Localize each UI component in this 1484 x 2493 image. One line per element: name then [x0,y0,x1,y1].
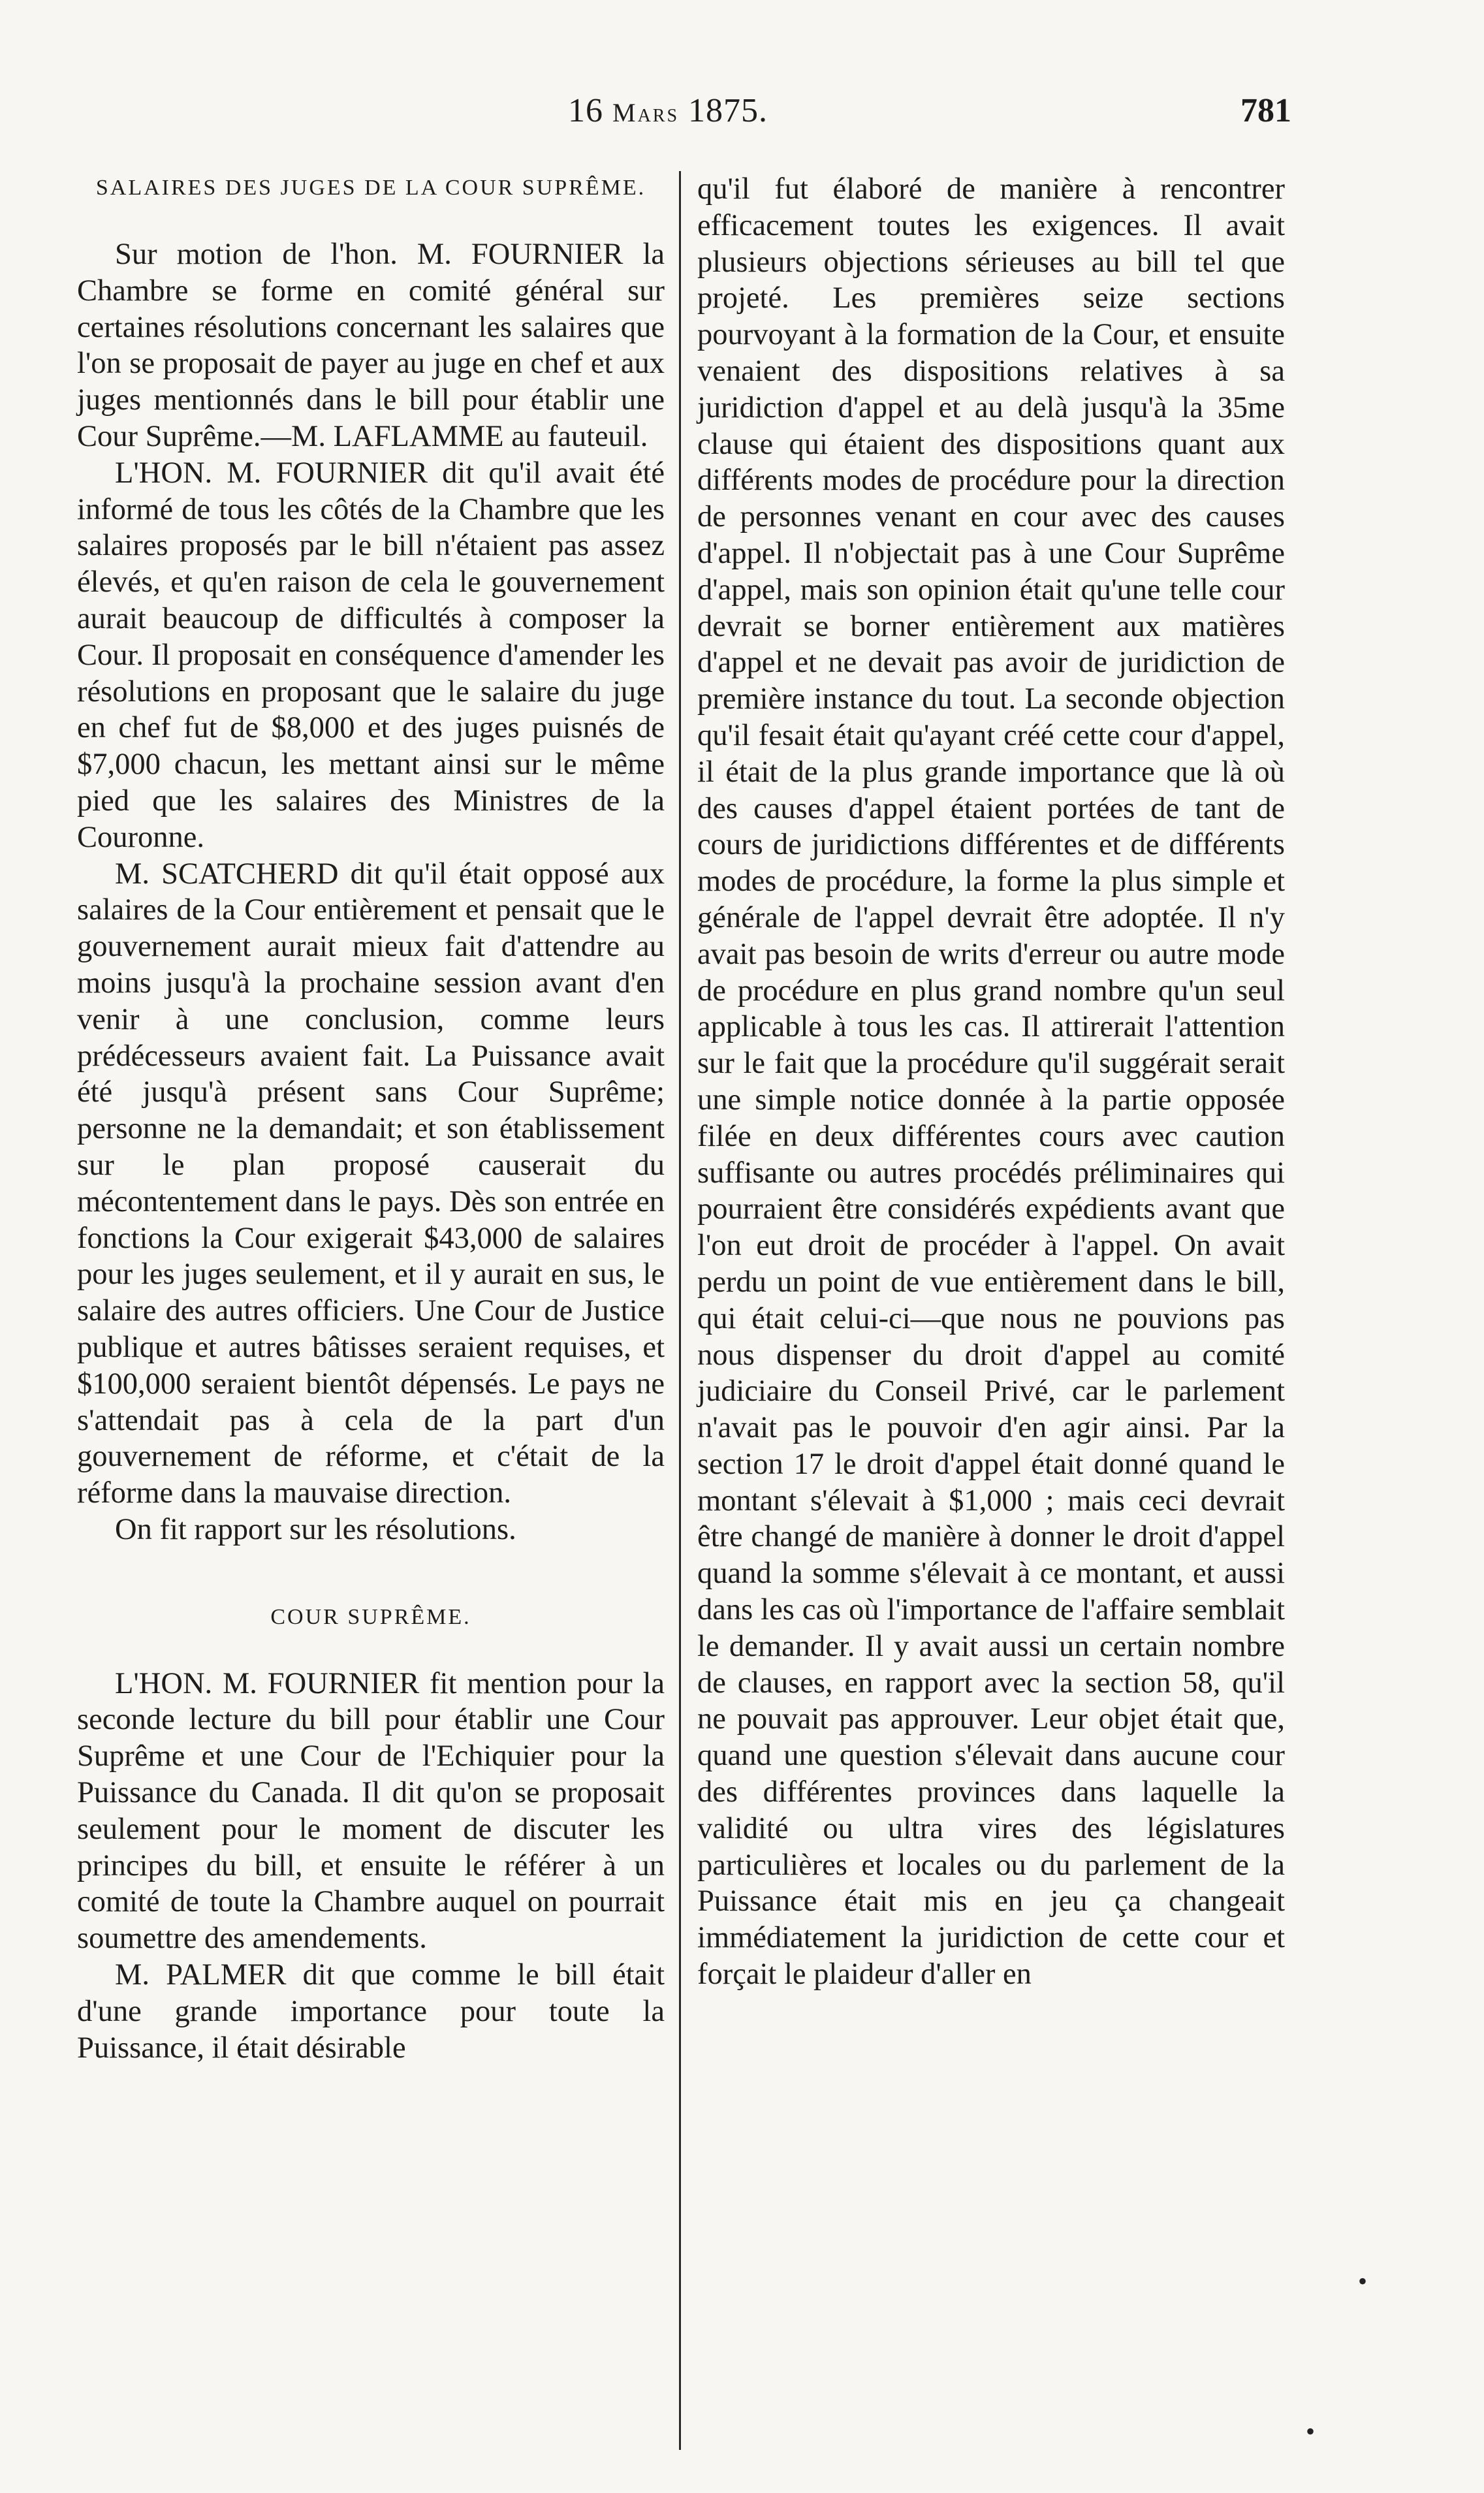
paragraph-seconde-lecture: L'HON. M. FOURNIER fit mention pour la seconde lecture du bill pour établir une Cour Suprême et une Cour de l'Echiquier pour la Puissance du Canada. Il dit qu'on se proposait seulement pour le moment de discuter les principes du bill, et ensuite le référer à un comité de toute la Chambre auquel on pourrait soumettre des amendements. [77,1666,665,1956]
paragraph-rapport: On fit rapport sur les résolutions. [115,1512,516,1546]
date-month: Mars [612,98,680,127]
paragraph-palmer: M. PALMER dit que comme le bill était d'une grande importance pour toute la Puissance, il était désirable [77,1958,665,2065]
right-column [697,171,1285,1993]
section-title-cour-supreme: COUR SUPRÊME. [270,1604,471,1629]
date-year: 1875. [688,92,768,129]
section-title-salaires: SALAIRES DES JUGES DE LA COUR SUPRÊME. [95,176,646,200]
page-header [0,91,1484,144]
page-number: 781 [1240,92,1291,129]
paragraph-fournier-salaires: L'HON. M. FOURNIER dit qu'il avait été informé de tous les côtés de la Chambre que les salaires proposés par le bill n'étaient pas assez élevés, et qu'en raison de cela le gouvernement aurait beaucoup de difficultés à composer la Cour. Il proposait en conséquence d'amender les résolutions en proposant que le salaire du juge en chef fut de $8,000 et des juges puisnés de $7,000 chacun, les mettant ainsi sur le même pied que les salaires des Ministres de la Couronne. [77,456,665,854]
left-column [77,171,665,2066]
date-day: 16 [568,92,603,129]
paragraph-scatcherd: M. SCATCHERD dit qu'il était opposé aux salaires de la Cour entièrement et pensait que le gouvernement aurait mieux fait d'attendre au moins jusqu'à la prochaine session avant d'en venir à une conclusion, comme leurs prédécesseurs avaient fait. La Puissance avait été jusqu'à présent sans Cour Suprême; personne ne la demandait; et son établissement sur le plan proposé causerait du mécontentement dans le pays. Dès son entrée en fonctions la Cour exigerait $43,000 de salaires pour les juges seulement, et il y aurait en sus, le salaire des autres officiers. Une Cour de Justice publique et autres bâtisses seraient requises, et $100,000 seraient bientôt dépensés. Le pays ne s'attendait pas à cela de la part d'un gouvernement de réforme, et c'était de la réforme dans la mauvaise direction. [77,857,665,1510]
paragraph-palmer-continued: qu'il fut élaboré de manière à rencontrer efficacement toutes les exigences. Il avait plusieurs objections sérieuses au bill tel que projeté. Les premières seize sections pourvoyant à la formation de la Cour, et ensuite venaient des dispositions relatives à sa juridiction d'appel et au delà jusqu'à la 35me clause qui étaient des dispositions quant aux différents modes de procédure pour la direction de personnes venant en cour avec des causes d'appel. Il n'objectait pas à une Cour Suprême d'appel, mais son opinion était qu'une telle cour devrait se borner entièrement aux matières d'appel et ne devait pas avoir de juridiction de première instance du tout. La seconde objection qu'il fesait était qu'ayant créé cette cour d'appel, il était de la plus grande importance que là où des causes d'appel étaient portées de tant de cours de juridictions différentes et de différents modes de procédure, la forme la plus simple et générale de l'appel devrait être adoptée. Il n'y avait pas besoin de writs d'erreur ou autre mode de procédure en plus grand nombre qu'un seul applicable à tous les cas. Il attirerait l'attention sur le fait que la procédure qu'il suggérait serait une simple notice donnée à la partie opposée filée en deux différentes cours avec caution suffisante ou autres procédés préliminaires qui pourraient être considérés expédients avant que l'on eut droit de procéder à l'appel. On avait perdu un point de vue entièrement dans le bill, qui était celui-ci—que nous ne pouvions pas nous dispenser du droit d'appel au comité judiciaire du Conseil Privé, car le parlement n'avait pas le pouvoir d'en agir ainsi. Par la section 17 le droit d'appel était donné quand le montant s'élevait à $1,000 ; mais ceci devrait être changé de manière à donner le droit d'appel quand la somme s'élevait à ce montant, et aussi dans les cas où l'importance de l'affaire semblait le demander. Il y avait aussi un certain nombre de clauses, en rapport avec la section 58, qu'il ne pouvait pas approuver. Leur objet était que, quand une question s'élevait dans aucune cour des différentes provinces dans laquelle la validité ou ultra vires des législatures particulières et locales ou du parlement de la Puissance était mis en jeu ça changeait immédiatement la juridiction de cette cour et forçait le plaideur d'aller en [697,172,1285,1992]
ink-speck: • [1358,2266,1368,2296]
paragraph-motion-fournier: Sur motion de l'hon. M. FOURNIER la Chambre se forme en comité général sur certaines résolutions concernant les salaires que l'on se proposait de payer au juge en chef et aux juges mentionnés dans le bill pour établir une Cour Suprême.—M. LAFLAMME au fauteuil. [77,238,665,453]
column-divider [679,171,681,2450]
ink-speck: • [1306,2417,1316,2446]
page-date [568,91,768,130]
